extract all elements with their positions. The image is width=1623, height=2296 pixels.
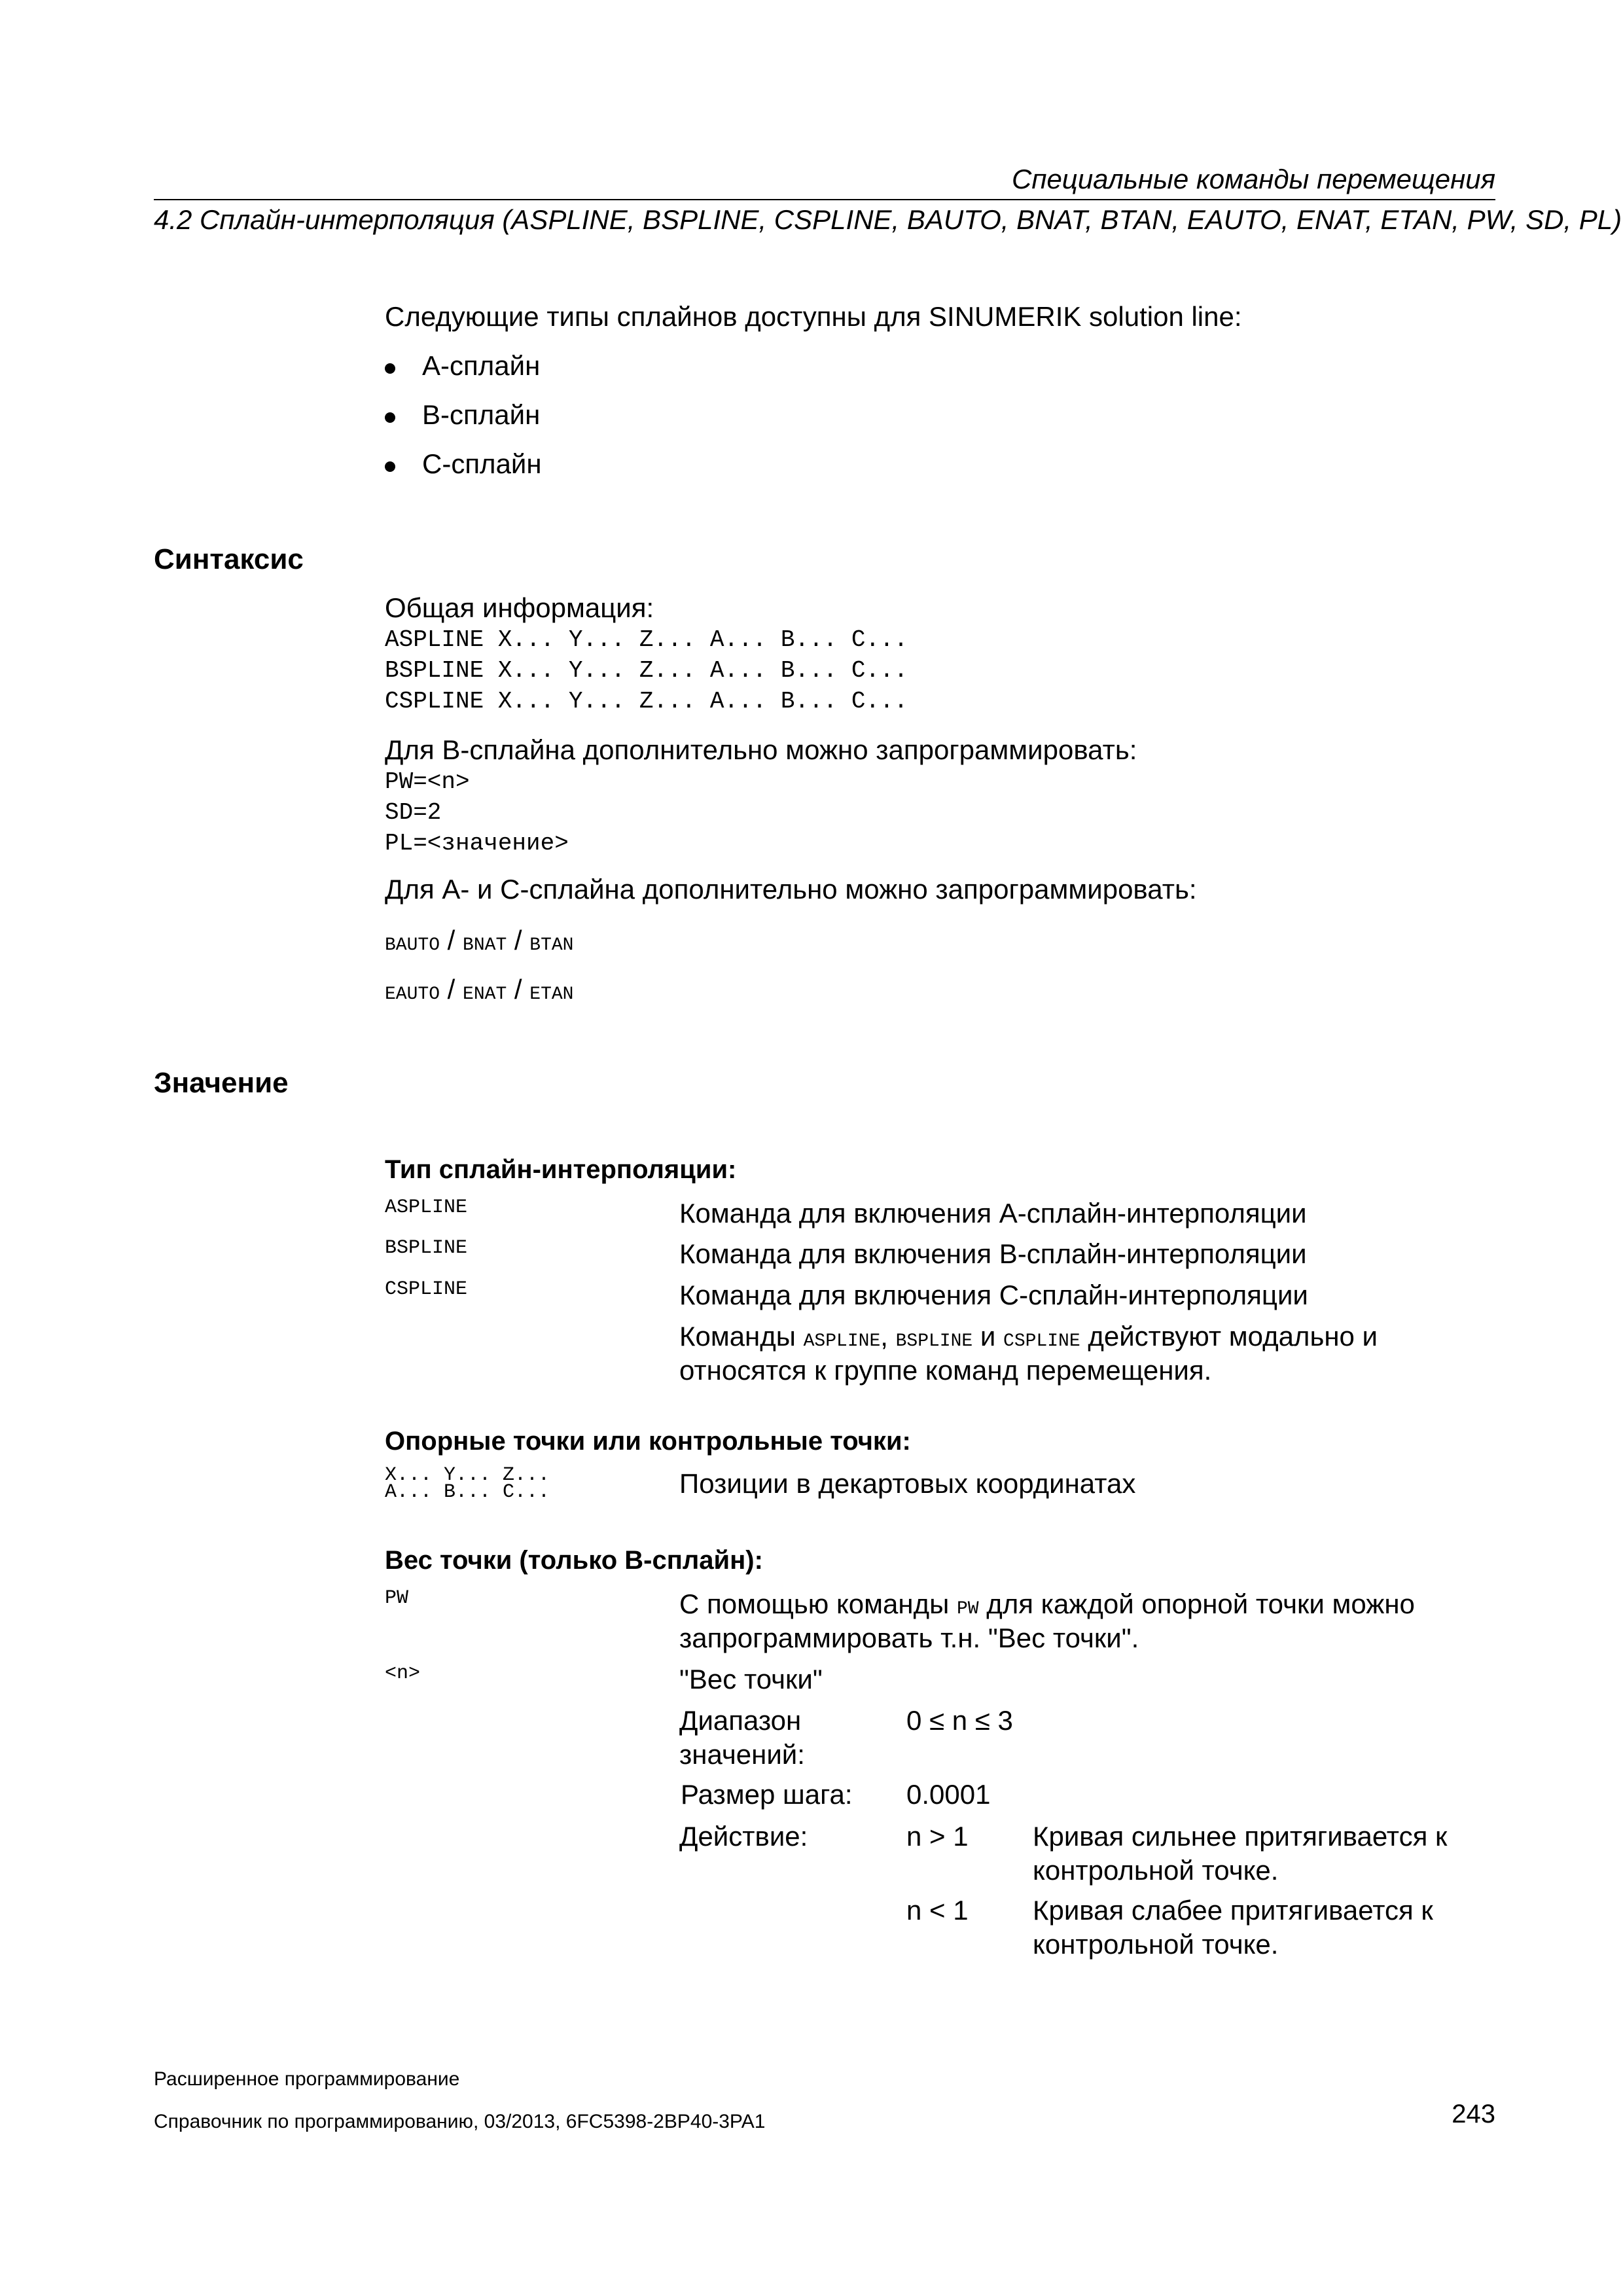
ac-end-options (385, 974, 573, 1005)
action-description: Кривая сильнее притягивается к (1033, 1821, 1448, 1852)
syntax-line: PL=<значение> (385, 830, 569, 857)
term-description: Команда для включения B-сплайн-интерполяции (679, 1238, 1307, 1269)
chapter-title: Специальные команды перемещения (1012, 164, 1495, 194)
inline-code: ASPLINE (803, 1331, 881, 1352)
meaning-heading: Значение (154, 1067, 289, 1099)
term: BSPLINE (385, 1237, 468, 1259)
pw-description (679, 1588, 1415, 1620)
b-spline-label: Для B-сплайна дополнительно можно запрограммировать: (385, 734, 1137, 765)
syntax-line: CSPLINE X... Y... Z... A... B... C... (385, 688, 908, 715)
action-label: Действие: (679, 1821, 808, 1852)
intro-text: Следующие типы сплайнов доступны для SINUMERIK solution line: (385, 301, 1242, 332)
weight-heading: Вес точки (только B-сплайн): (385, 1546, 763, 1575)
option-code: BAUTO (385, 935, 440, 956)
term-description: Позиции в декартовых координатах (679, 1468, 1136, 1499)
bullet-icon (385, 412, 395, 423)
general-label: Общая информация: (385, 592, 654, 623)
term: X... Y... Z... (385, 1464, 550, 1486)
section-title: 4.2 Сплайн-интерполяция (ASPLINE, BSPLINE, CSPLINE, BAUTO, BNAT, BTAN, EAUTO, ENAT, ETAN, PW, SD, PL) (154, 204, 1622, 235)
bullet-icon (385, 461, 395, 472)
bullet-item: A-сплайн (422, 350, 541, 381)
description-text: для каждой опорной точки можно (978, 1588, 1415, 1619)
term-description: Команда для включения A-сплайн-интерполяции (679, 1198, 1307, 1229)
syntax-line: BSPLINE X... Y... Z... A... B... C... (385, 657, 908, 684)
bullet-item: C-сплайн (422, 448, 542, 479)
action-condition: n < 1 (906, 1895, 969, 1926)
term-description: "Вес точки" (679, 1664, 823, 1695)
ac-spline-label: Для A- и C-сплайна дополнительно можно запрограммировать: (385, 874, 1197, 905)
note-text: и (972, 1321, 1004, 1352)
range-label: Диапазон (679, 1705, 802, 1736)
separator: / (440, 925, 463, 956)
separator: / (507, 925, 530, 956)
step-label: Размер шага: (681, 1779, 853, 1810)
separator: / (440, 974, 463, 1005)
description-text: С помощью команды (679, 1588, 957, 1619)
page-number: 243 (1452, 2100, 1495, 2128)
term-description: Команда для включения C-сплайн-интерполяции (679, 1280, 1308, 1310)
note-text: , (880, 1321, 896, 1352)
type-heading: Тип сплайн-интерполяции: (385, 1155, 737, 1184)
step-value: 0.0001 (906, 1779, 991, 1810)
pw-description-line2: запрограммировать т.н. "Вес точки". (679, 1623, 1139, 1653)
option-code: BTAN (529, 935, 574, 956)
inline-code: PW (956, 1599, 979, 1619)
term: A... B... C... (385, 1481, 550, 1503)
bullet-item: B-сплайн (422, 399, 541, 430)
modal-note (679, 1321, 1378, 1352)
option-code: EAUTO (385, 984, 440, 1005)
action-description-line2: контрольной точке. (1033, 1929, 1279, 1960)
points-heading: Опорные точки или контрольные точки: (385, 1427, 911, 1456)
ac-begin-options (385, 925, 573, 956)
footer-book-title: Расширенное программирование (154, 2068, 460, 2090)
term: PW (385, 1587, 409, 1609)
footer-reference: Справочник по программированию, 03/2013, 6FC5398-2BP40-3PA1 (154, 2111, 766, 2132)
syntax-line: SD=2 (385, 799, 442, 826)
term: ASPLINE (385, 1196, 468, 1219)
range-label-line2: значений: (679, 1739, 805, 1770)
header-divider (154, 199, 1495, 200)
note-text: Команды (679, 1321, 804, 1352)
inline-code: CSPLINE (1003, 1331, 1080, 1352)
option-code: BNAT (463, 935, 507, 956)
syntax-heading: Синтаксис (154, 543, 304, 575)
inline-code: BSPLINE (895, 1331, 973, 1352)
action-description-line2: контрольной точке. (1033, 1855, 1279, 1886)
range-value: 0 ≤ n ≤ 3 (906, 1705, 1013, 1736)
note-text: действуют модально и (1080, 1321, 1378, 1352)
term: CSPLINE (385, 1278, 468, 1300)
option-code: ENAT (463, 984, 507, 1005)
modal-note-line2: относятся к группе команд перемещения. (679, 1355, 1212, 1386)
separator: / (507, 974, 530, 1005)
syntax-line: PW=<n> (385, 768, 470, 795)
syntax-line: ASPLINE X... Y... Z... A... B... C... (385, 626, 908, 653)
action-condition: n > 1 (906, 1821, 969, 1852)
bullet-icon (385, 363, 395, 374)
option-code: ETAN (529, 984, 574, 1005)
action-description: Кривая слабее притягивается к (1033, 1895, 1433, 1926)
term: <n> (385, 1662, 421, 1685)
